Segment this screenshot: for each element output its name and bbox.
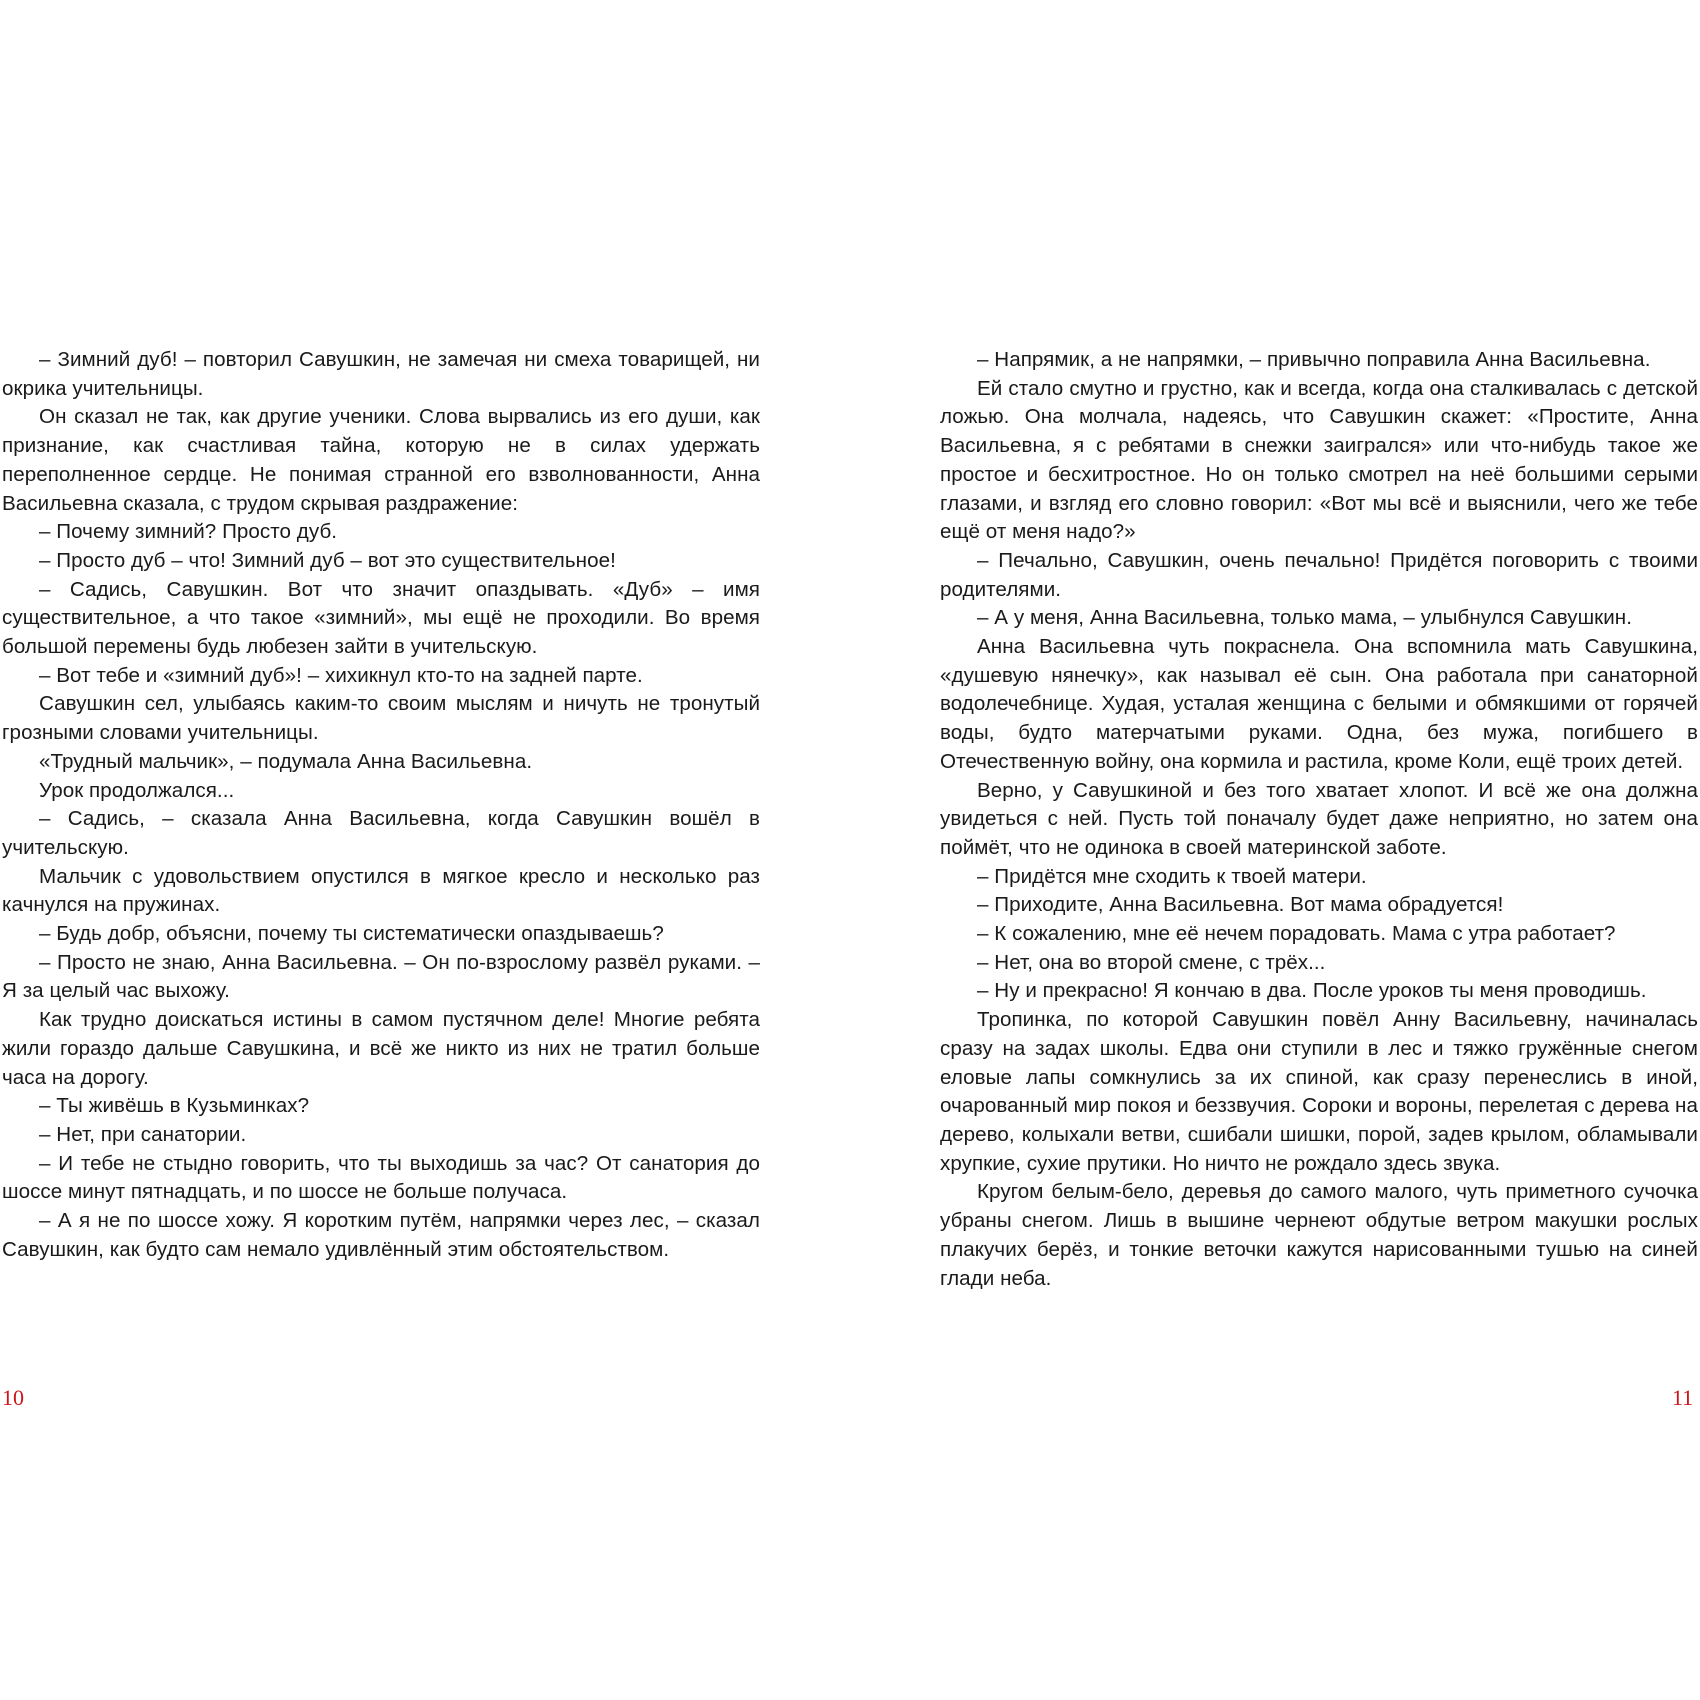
paragraph: – Придётся мне сходить к твоей матери.	[977, 864, 1367, 888]
right-page	[940, 346, 1698, 1293]
paragraph: – А я не по шоссе хожу. Я коротким путём, напрямки через лес, – сказал Савушкин, как будто сам немало удивлённый этим обстоятельством.	[2, 1209, 760, 1261]
left-page	[2, 346, 760, 1265]
paragraph: Урок продолжался...	[39, 778, 235, 802]
paragraph: Анна Васильевна чуть покраснела. Она вспомнила мать Савушкина, «душевую нянечку», как называл её сын. Она работала при санаторной водолечебнице. Худая, усталая женщина с белыми и обмякшими от горячей воды, будто матерчатыми руками. Одна, без мужа, погибшего в Отечественную войну, она кормила и растила, кроме Коли, ещё троих детей.	[940, 635, 1698, 773]
paragraph: Тропинка, по которой Савушкин повёл Анну Васильевну, начиналась сразу на задах школы. Едва они ступили в лес и тяжко гружённые снегом еловые лапы сомкнулись за их спиной, как сразу перенеслись в иной, очарованный мир покоя и беззвучия. Сороки и вороны, перелетая с дерева на дерево, колыхали ветви, сшибали шишки, порой, задев крылом, обламывали хрупкие, сухие прутики. Но ничто не рождало здесь звука.	[940, 1008, 1698, 1175]
paragraph: – Садись, Савушкин. Вот что значит опаздывать. «Дуб» – имя существительное, а что такое «зимний», мы ещё не проходили. Во время большой перемены будь любезен зайти в учительскую.	[2, 577, 760, 659]
paragraph: – Нет, она во второй смене, с трёх...	[977, 950, 1326, 974]
paragraph: – Будь добр, объясни, почему ты систематически опаздываешь?	[39, 922, 664, 946]
paragraph: Как трудно доискаться истины в самом пустячном деле! Многие ребята жили гораздо дальше Савушкина, и всё же никто из них не тратил больше часа на дорогу.	[2, 1008, 760, 1089]
paragraph: – Садись, – сказала Анна Васильевна, когда Савушкин вошёл в учительскую.	[2, 807, 760, 859]
paragraph: Ей стало смутно и грустно, как и всегда, когда она сталкивалась с детской ложью. Она молчала, надеясь, что Савушкин скажет: «Простите, Анна Васильевна, я с ребятами в снежки заигрался» или что-нибудь такое же простое и бесхитростное. Но он только смотрел на неё большими серыми глазами, и взгляд его словно говорил: «Вот мы всё и выяснили, чего же тебе ещё от меня надо?»	[940, 376, 1698, 544]
paragraph: – И тебе не стыдно говорить, что ты выходишь за час? От санатория до шоссе минут пятнадцать, и по шоссе не больше получаса.	[2, 1151, 760, 1204]
paragraph: – Печально, Савушкин, очень печально! Придётся поговорить с твоими родителями.	[940, 548, 1698, 601]
paragraph: – Ну и прекрасно! Я кончаю в два. После уроков ты меня проводишь.	[977, 979, 1647, 1003]
paragraph: – Вот тебе и «зимний дуб»! – хихикнул кто-то на задней парте.	[39, 663, 643, 687]
paragraph: – Приходите, Анна Васильевна. Вот мама обрадуется!	[977, 893, 1504, 917]
paragraph: Мальчик с удовольствием опустился в мягкое кресло и несколько раз качнулся на пружинах.	[2, 864, 760, 917]
paragraph: «Трудный мальчик», – подумала Анна Васильевна.	[39, 749, 533, 773]
paragraph: – Нет, при санатории.	[39, 1122, 247, 1146]
paragraph: – А у меня, Анна Васильевна, только мама, – улыбнулся Савушкин.	[977, 606, 1632, 630]
paragraph: – К сожалению, мне её нечем порадовать. Мама с утра работает?	[977, 922, 1616, 946]
paragraph: – Просто дуб – что! Зимний дуб – вот это существительное!	[39, 548, 616, 572]
paragraph: Савушкин сел, улыбаясь каким-то своим мыслям и ничуть не тронутый грозными словами учительницы.	[2, 692, 760, 745]
paragraph: – Напрямик, а не напрямки, – привычно поправила Анна Васильевна.	[977, 348, 1651, 371]
page-number-right: 11	[1672, 1385, 1694, 1410]
paragraph: – Почему зимний? Просто дуб.	[39, 520, 338, 544]
paragraph: – Просто не знаю, Анна Васильевна. – Он по-взрослому развёл руками. – Я за целый час выхожу.	[2, 950, 760, 1003]
paragraph: – Ты живёшь в Кузьминках?	[39, 1094, 310, 1118]
paragraph: Он сказал не так, как другие ученики. Слова вырвались из его души, как признание, как счастливая тайна, которую не в силах удержать переполненное сердце. Не понимая странной его взволнованности, Анна Васильевна сказала, с трудом скрывая раздражение:	[2, 405, 760, 515]
paragraph: Верно, у Савушкиной и без того хватает хлопот. И всё же она должна увидеться с ней. Пусть той поначалу будет даже неприятно, но затем она поймёт, что не одинока в своей материнской заботе.	[940, 778, 1698, 859]
paragraph: – Зимний дуб! – повторил Савушкин, не замечая ни смеха товарищей, ни окрика учительницы.	[2, 348, 760, 400]
paragraph: Кругом белым-бело, деревья до самого малого, чуть приметного сучочка убраны снегом. Лишь в вышине чернеют обдутые ветром макушки рослых плакучих берёз, и тонкие веточки кажутся нарисованными тушью на синей глади неба.	[940, 1180, 1698, 1290]
page-number-left: 10	[2, 1385, 24, 1410]
